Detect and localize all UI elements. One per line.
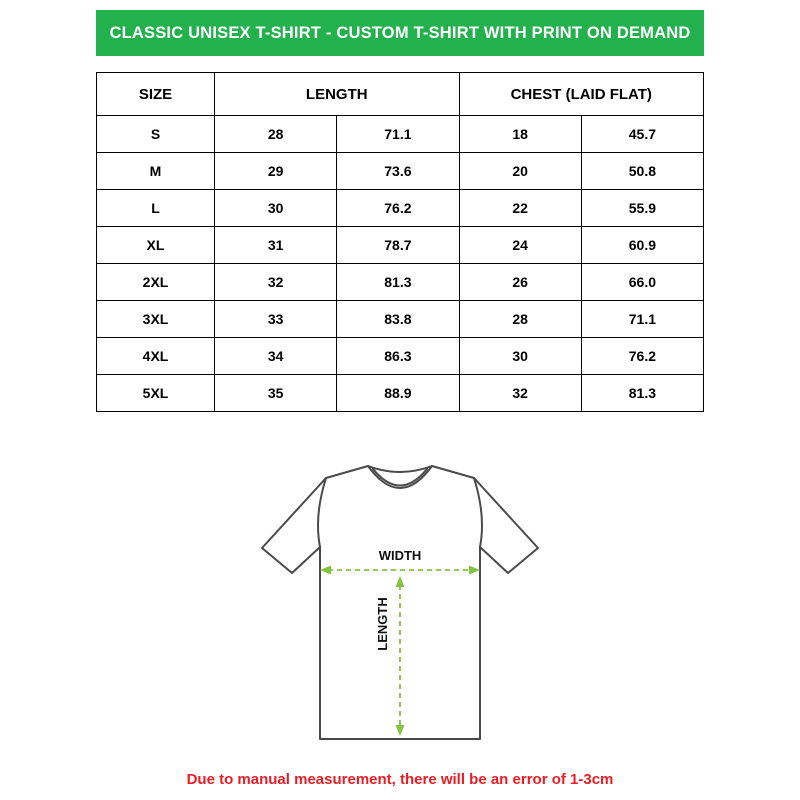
length-in-cell: 30 bbox=[215, 190, 337, 227]
length-in-cell: 34 bbox=[215, 338, 337, 375]
collar-back-line bbox=[368, 466, 432, 472]
size-cell: XL bbox=[97, 227, 215, 264]
length-in-cell: 32 bbox=[215, 264, 337, 301]
size-cell: 2XL bbox=[97, 264, 215, 301]
table-row bbox=[97, 301, 704, 338]
length-cm-cell: 78.7 bbox=[337, 227, 459, 264]
tshirt-measurement-diagram bbox=[250, 452, 550, 757]
tshirt-outline bbox=[262, 466, 538, 739]
chest-in-cell: 28 bbox=[459, 301, 581, 338]
chest-in-cell: 30 bbox=[459, 338, 581, 375]
length-cm-cell: 71.1 bbox=[337, 116, 459, 153]
table-row bbox=[97, 264, 704, 301]
length-in-cell: 29 bbox=[215, 153, 337, 190]
chest-cm-cell: 66.0 bbox=[581, 264, 703, 301]
length-in-cell: 31 bbox=[215, 227, 337, 264]
chest-in-cell: 32 bbox=[459, 375, 581, 412]
title-banner bbox=[96, 10, 704, 56]
size-cell: M bbox=[97, 153, 215, 190]
table-row bbox=[97, 338, 704, 375]
length-cm-cell: 76.2 bbox=[337, 190, 459, 227]
chest-in-cell: 22 bbox=[459, 190, 581, 227]
chest-cm-cell: 76.2 bbox=[581, 338, 703, 375]
size-cell: 4XL bbox=[97, 338, 215, 375]
chest-cm-cell: 71.1 bbox=[581, 301, 703, 338]
length-in-cell: 33 bbox=[215, 301, 337, 338]
table-header-row bbox=[97, 73, 704, 116]
chest-cm-cell: 81.3 bbox=[581, 375, 703, 412]
size-cell: 3XL bbox=[97, 301, 215, 338]
size-cell: S bbox=[97, 116, 215, 153]
width-label: WIDTH bbox=[378, 548, 422, 563]
size-cell: L bbox=[97, 190, 215, 227]
table-row bbox=[97, 116, 704, 153]
table-row bbox=[97, 153, 704, 190]
length-in-cell: 28 bbox=[215, 116, 337, 153]
chest-cm-cell: 50.8 bbox=[581, 153, 703, 190]
size-cell: 5XL bbox=[97, 375, 215, 412]
chest-in-cell: 20 bbox=[459, 153, 581, 190]
chest-in-cell: 26 bbox=[459, 264, 581, 301]
col-header-length: LENGTH bbox=[215, 73, 460, 116]
chest-cm-cell: 60.9 bbox=[581, 227, 703, 264]
table-row bbox=[97, 375, 704, 412]
table-row bbox=[97, 190, 704, 227]
chest-cm-cell: 55.9 bbox=[581, 190, 703, 227]
length-cm-cell: 86.3 bbox=[337, 338, 459, 375]
length-cm-cell: 88.9 bbox=[337, 375, 459, 412]
chest-cm-cell: 45.7 bbox=[581, 116, 703, 153]
measurement-error-note: Due to manual measurement, there will be an error of 1-3cm bbox=[186, 771, 614, 788]
page-title: CLASSIC UNISEX T-SHIRT - CUSTOM T-SHIRT WITH PRINT ON DEMAND bbox=[109, 23, 691, 42]
chest-in-cell: 24 bbox=[459, 227, 581, 264]
col-header-size: SIZE bbox=[97, 73, 215, 116]
length-cm-cell: 73.6 bbox=[337, 153, 459, 190]
chest-in-cell: 18 bbox=[459, 116, 581, 153]
length-cm-cell: 83.8 bbox=[337, 301, 459, 338]
size-chart-body bbox=[97, 116, 704, 412]
length-cm-cell: 81.3 bbox=[337, 264, 459, 301]
length-in-cell: 35 bbox=[215, 375, 337, 412]
size-chart-table bbox=[96, 72, 704, 412]
col-header-chest: CHEST (LAID FLAT) bbox=[459, 73, 704, 116]
table-row bbox=[97, 227, 704, 264]
tshirt-diagram-svg bbox=[250, 452, 550, 757]
length-label: LENGTH bbox=[375, 597, 390, 651]
